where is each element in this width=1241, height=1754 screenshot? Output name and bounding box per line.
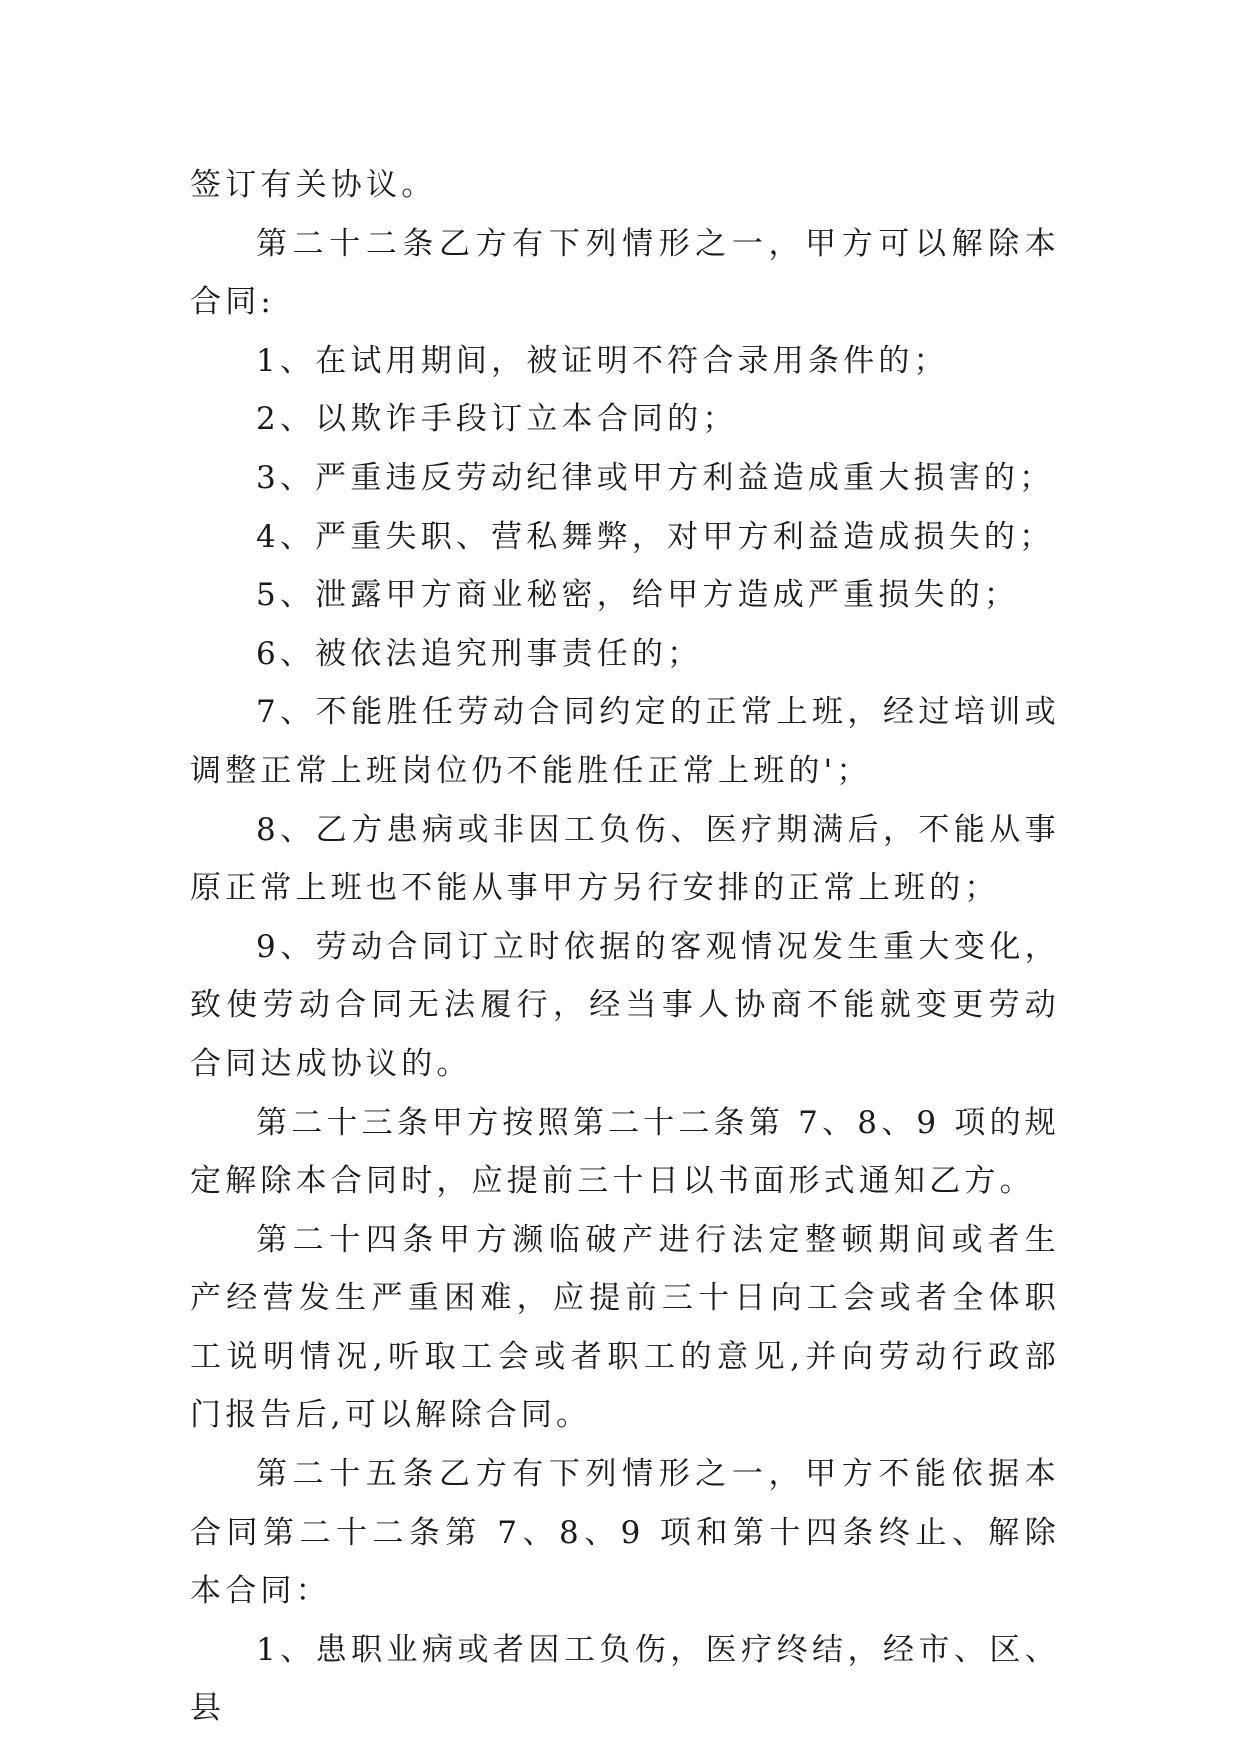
list-item-22-2: 2、以欺诈手段订立本合同的； <box>256 401 738 438</box>
list-item-22-6: 6、被依法追究刑事责任的； <box>256 635 703 672</box>
paragraph-article-22: 第二十二条乙方有下列情形之一，甲方可以解除本合同: <box>190 225 1060 321</box>
list-item-22-8: 8、乙方患病或非因工负伤、医疗期满后，不能从事原正常上班也不能从事甲方另行安排的正常上班的； <box>190 811 1060 907</box>
list-item-22-3: 3、严重违反劳动纪律或甲方利益造成重大损害的； <box>256 459 1055 496</box>
paragraph-article-24: 第二十四条甲方濒临破产进行法定整顿期间或者生产经营发生严重困难，应提前三十日向工会或者全体职工说明情况,听取工会或者职工的意见,并向劳动行政部门报告后,可以解除合同。 <box>190 1221 1060 1434</box>
list-item-22-5: 5、泄露甲方商业秘密，给甲方造成严重损失的； <box>256 577 1020 614</box>
list-item-22-1: 1、在试用期间，被证明不符合录用条件的； <box>256 342 949 379</box>
paragraph-continuation: 签订有关协议。 <box>190 167 437 203</box>
list-item-22-9: 9、劳动合同订立时依据的客观情况发生重大变化，致使劳动合同无法履行，经当事人协商不能就变更劳动合同达成协议的。 <box>190 928 1060 1082</box>
paragraph-article-23: 第二十三条甲方按照第二十二条第 7、8、9 项的规定解除本合同时，应提前三十日以书面形式通知乙方。 <box>190 1104 1060 1200</box>
paragraph-article-25: 第二十五条乙方有下列情形之一，甲方不能依据本合同第二十二条第 7、8、9 项和第十四条终止、解除本合同： <box>190 1456 1060 1610</box>
document-body <box>190 156 1060 1738</box>
list-item-22-7: 7、不能胜任劳动合同约定的正常上班，经过培训或调整正常上班岗位仍不能胜任正常上班的'； <box>190 694 1060 789</box>
list-item-25-1: 1、患职业病或者因工负伤，医疗终结，经市、区、县 <box>190 1631 1060 1727</box>
list-item-22-4: 4、严重失职、营私舞弊，对甲方利益造成损失的； <box>256 518 1055 555</box>
